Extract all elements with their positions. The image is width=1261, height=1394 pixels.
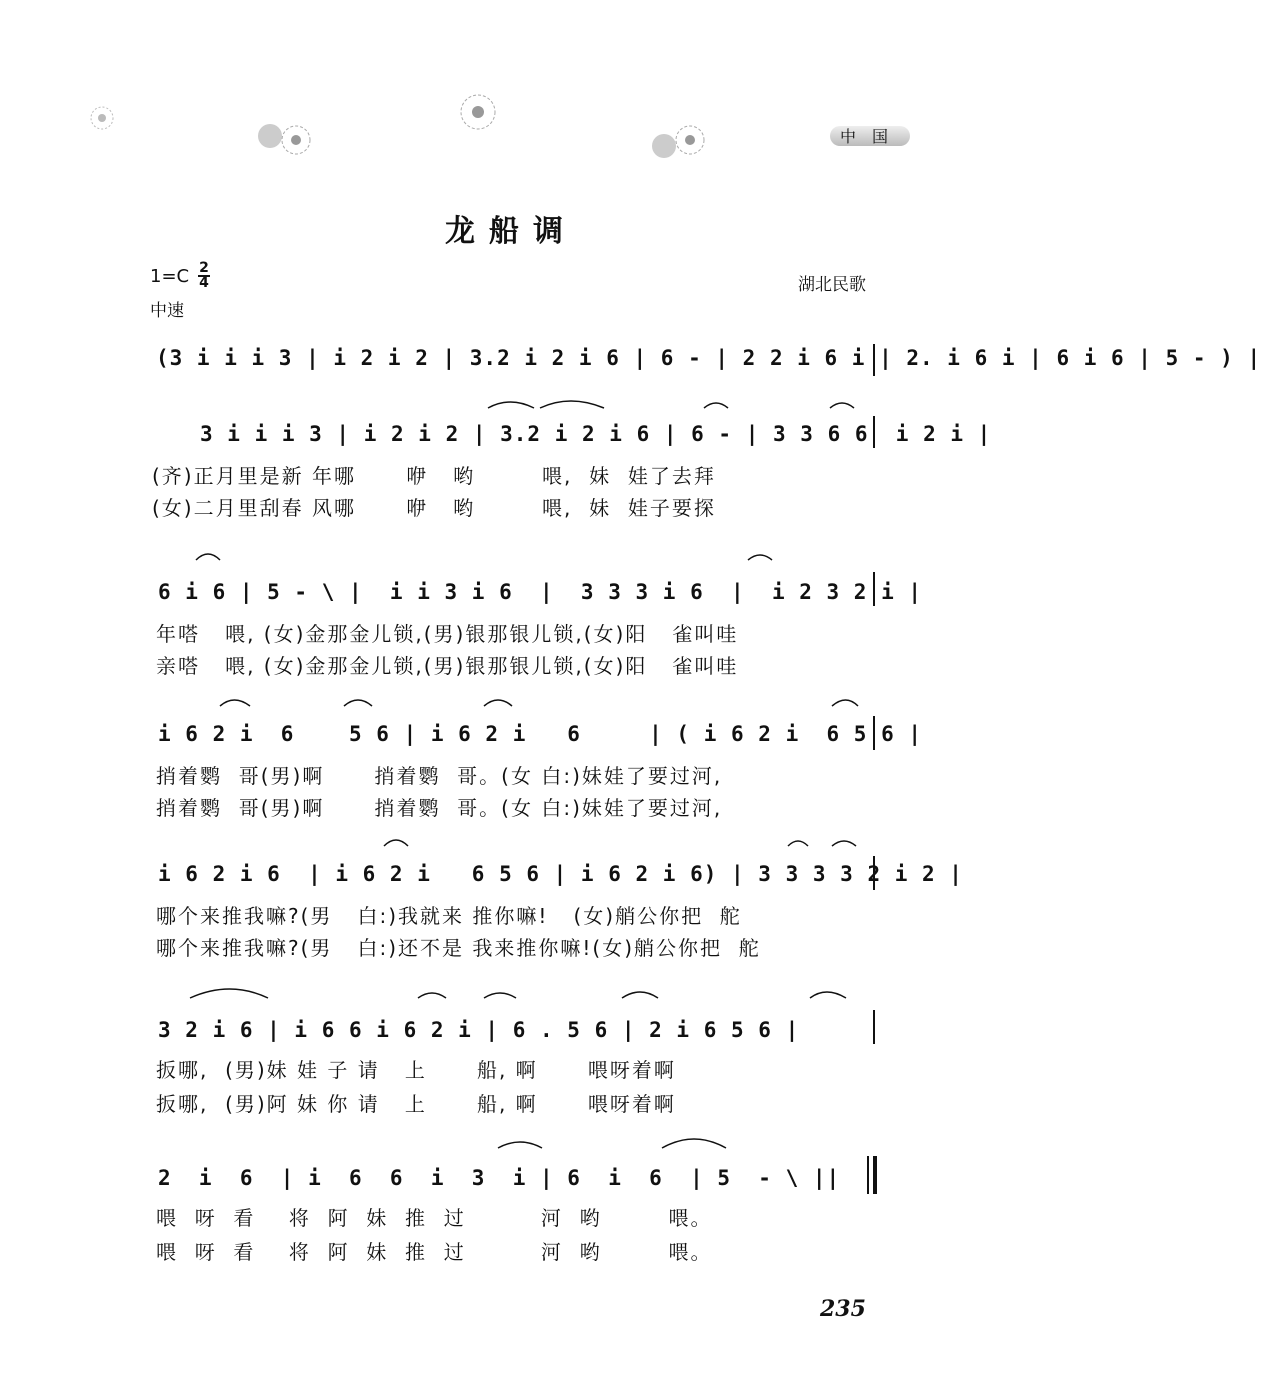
slur-mark	[622, 992, 658, 998]
time-bottom: 4	[199, 275, 209, 291]
slur-mark	[190, 989, 268, 998]
notation-line: (3 i i i 3 | i 2 i 2 | 3.2 i 2 i 6 | 6 - | 2 2 i 6 i | 2. i 6 i | 6 i 6 | 5 - ) |	[156, 346, 1261, 370]
key-signature: 1=C	[150, 266, 190, 287]
slur-mark	[830, 403, 854, 408]
slur-mark	[220, 700, 250, 706]
lyrics-verse-1: 扳哪, (男)妹 娃 子 请 上 船, 啊 喂呀着啊	[156, 1058, 676, 1082]
lyrics-verse-2: 亲嗒 喂, (女)金那金儿锁,(男)银那银儿锁,(女)阳 雀叫哇	[156, 654, 739, 678]
slur-mark	[498, 1142, 542, 1148]
slur-mark	[488, 402, 534, 408]
slur-mark	[196, 554, 220, 560]
notation-line: i 6 2 i 6 5 6 | i 6 2 i 6 | ( i 6 2 i 6 5 6 |	[158, 722, 923, 746]
notation-line: 6 i 6 | 5 - \ | i i 3 i 6 | 3 3 3 i 6 | i 2 3 2 i |	[158, 580, 923, 604]
slur-mark	[748, 555, 772, 560]
lyrics-verse-2: (女)二月里刮春 风哪 咿 哟 喂, 妹 娃子要探	[152, 496, 716, 520]
lyrics-verse-1: 哪个来推我嘛?(男 白:)我就来 推你嘛! (女)艄公你把 舵	[156, 904, 742, 928]
time-top: 2	[199, 260, 209, 276]
lyrics-verse-1: 捎着鹦 哥(男)啊 捎着鹦 哥。(女 白:)妹娃了要过河,	[156, 764, 723, 788]
notation-line: 3 i i i 3 | i 2 i 2 | 3.2 i 2 i 6 | 6 - | 3 3 6 6 i 2 i |	[200, 422, 992, 446]
lyrics-verse-1: 喂 呀 看 将 阿 妹 推 过 河 哟 喂。	[156, 1206, 713, 1230]
lyrics-verse-1: (齐)正月里是新 年哪 咿 哟 喂, 妹 娃了去拜	[152, 464, 716, 488]
lyrics-verse-1: 年嗒 喂, (女)金那金儿锁,(男)银那银儿锁,(女)阳 雀叫哇	[156, 622, 739, 646]
lyrics-verse-2: 捎着鹦 哥(男)啊 捎着鹦 哥。(女 白:)妹娃了要过河,	[156, 796, 723, 820]
slur-mark	[418, 993, 446, 998]
slur-mark	[810, 992, 846, 998]
lyrics-verse-2: 哪个来推我嘛?(男 白:)还不是 我来推你嘛!(女)艄公你把 舵	[156, 936, 761, 960]
lyrics-verse-2: 喂 呀 看 将 阿 妹 推 过 河 哟 喂。	[156, 1240, 713, 1264]
page-number: 235	[820, 1296, 866, 1322]
notation-line: i 6 2 i 6 | i 6 2 i 6 5 6 | i 6 2 i 6) | 3 3 3 3 2 i 2 |	[158, 862, 963, 886]
slur-mark	[832, 700, 858, 706]
tempo-marking: 中速	[150, 301, 184, 321]
slur-mark	[384, 840, 408, 846]
slur-mark	[662, 1139, 726, 1148]
slur-mark	[484, 700, 512, 706]
song-title: 龙船调	[445, 214, 577, 249]
notation-line: 3 2 i 6 | i 6 6 i 6 2 i | 6 . 5 6 | 2 i 6 5 6 |	[158, 1018, 800, 1042]
slur-mark	[344, 700, 372, 706]
slur-mark	[704, 403, 728, 408]
country-label: 中国	[840, 127, 905, 146]
lyrics-verse-2: 扳哪, (男)阿 妹 你 请 上 船, 啊 喂呀着啊	[156, 1092, 676, 1116]
song-source: 湖北民歌	[798, 275, 866, 295]
slur-mark	[484, 993, 516, 998]
slur-mark	[788, 841, 808, 846]
notation-line: 2 i 6 | i 6 6 i 3 i | 6 i 6 | 5 - \ ||	[158, 1166, 841, 1190]
slur-mark	[832, 841, 856, 846]
slur-mark	[540, 401, 604, 408]
